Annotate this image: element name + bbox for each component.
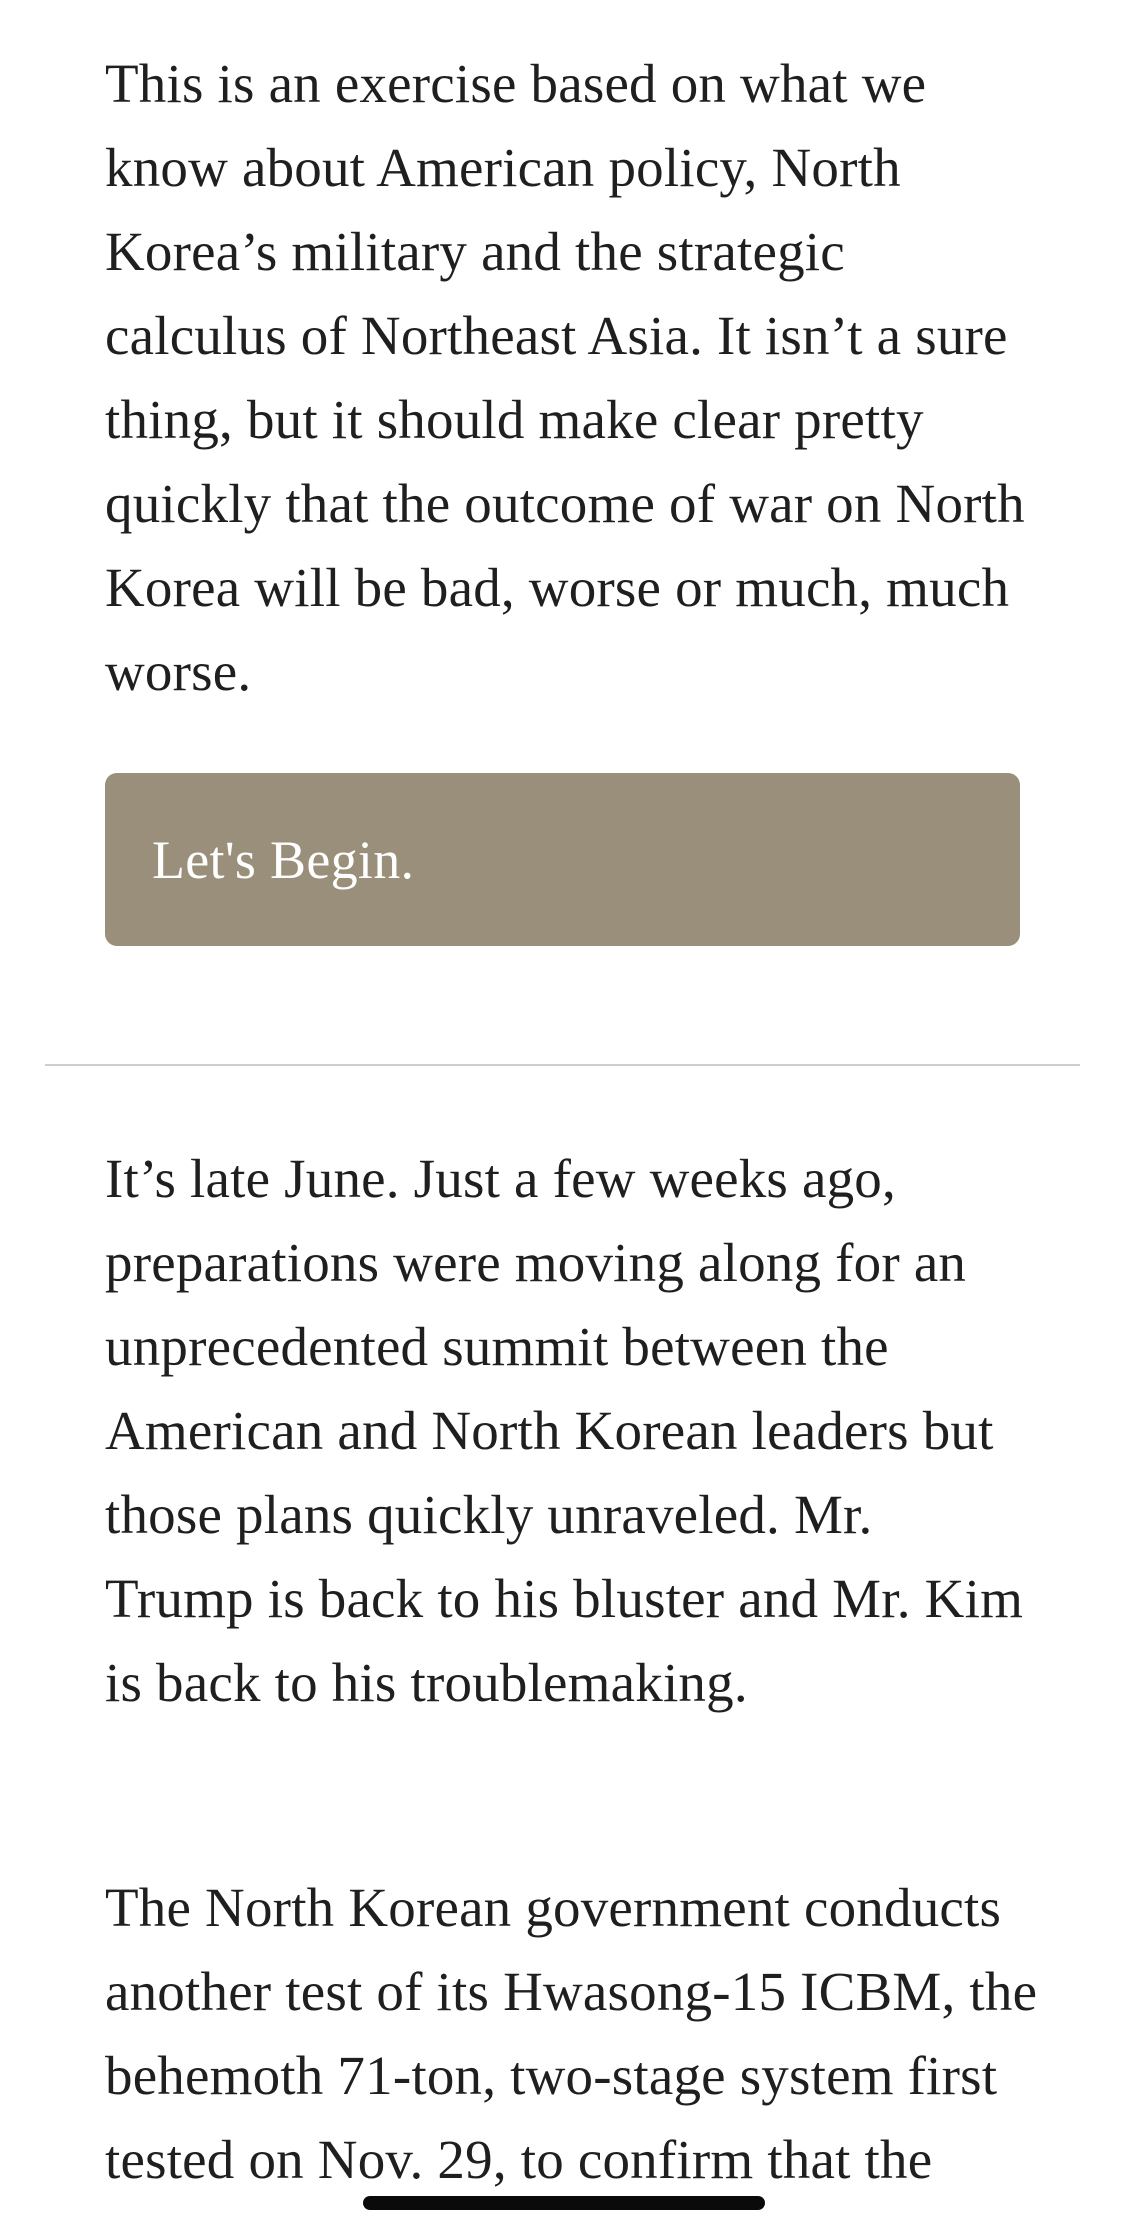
scenario-paragraph-1: It’s late June. Just a few weeks ago, preparations were moving along for an unprecedented summit between the American and North Korean leaders but those plans quickly unraveled. Mr. Trump is back to his bluster and Mr. Kim is back to his troublemaking. xyxy=(105,1148,1024,1713)
scenario-paragraph-2: The North Korean government conducts another test of its Hwasong-15 ICBM, the behemoth 71-ton, two-stage system first tested on Nov. 29, to confirm that the xyxy=(105,1877,1038,2190)
scenario-section xyxy=(105,1137,1025,1725)
intro-paragraph: This is an exercise based on what we know about American policy, North Korea’s military and the strategic calculus of Northeast Asia. It isn’t a sure thing, but it should make clear pretty quickly that the outcome of war on North Korea will be bad, worse or much, much worse. xyxy=(105,53,1025,702)
intro-section xyxy=(105,42,1025,714)
section-divider xyxy=(45,1064,1080,1066)
home-indicator[interactable] xyxy=(363,2196,765,2210)
lets-begin-button-label: Let's Begin. xyxy=(152,829,415,890)
lets-begin-button[interactable] xyxy=(105,773,1020,946)
scenario-section-continued xyxy=(105,1866,1045,2202)
